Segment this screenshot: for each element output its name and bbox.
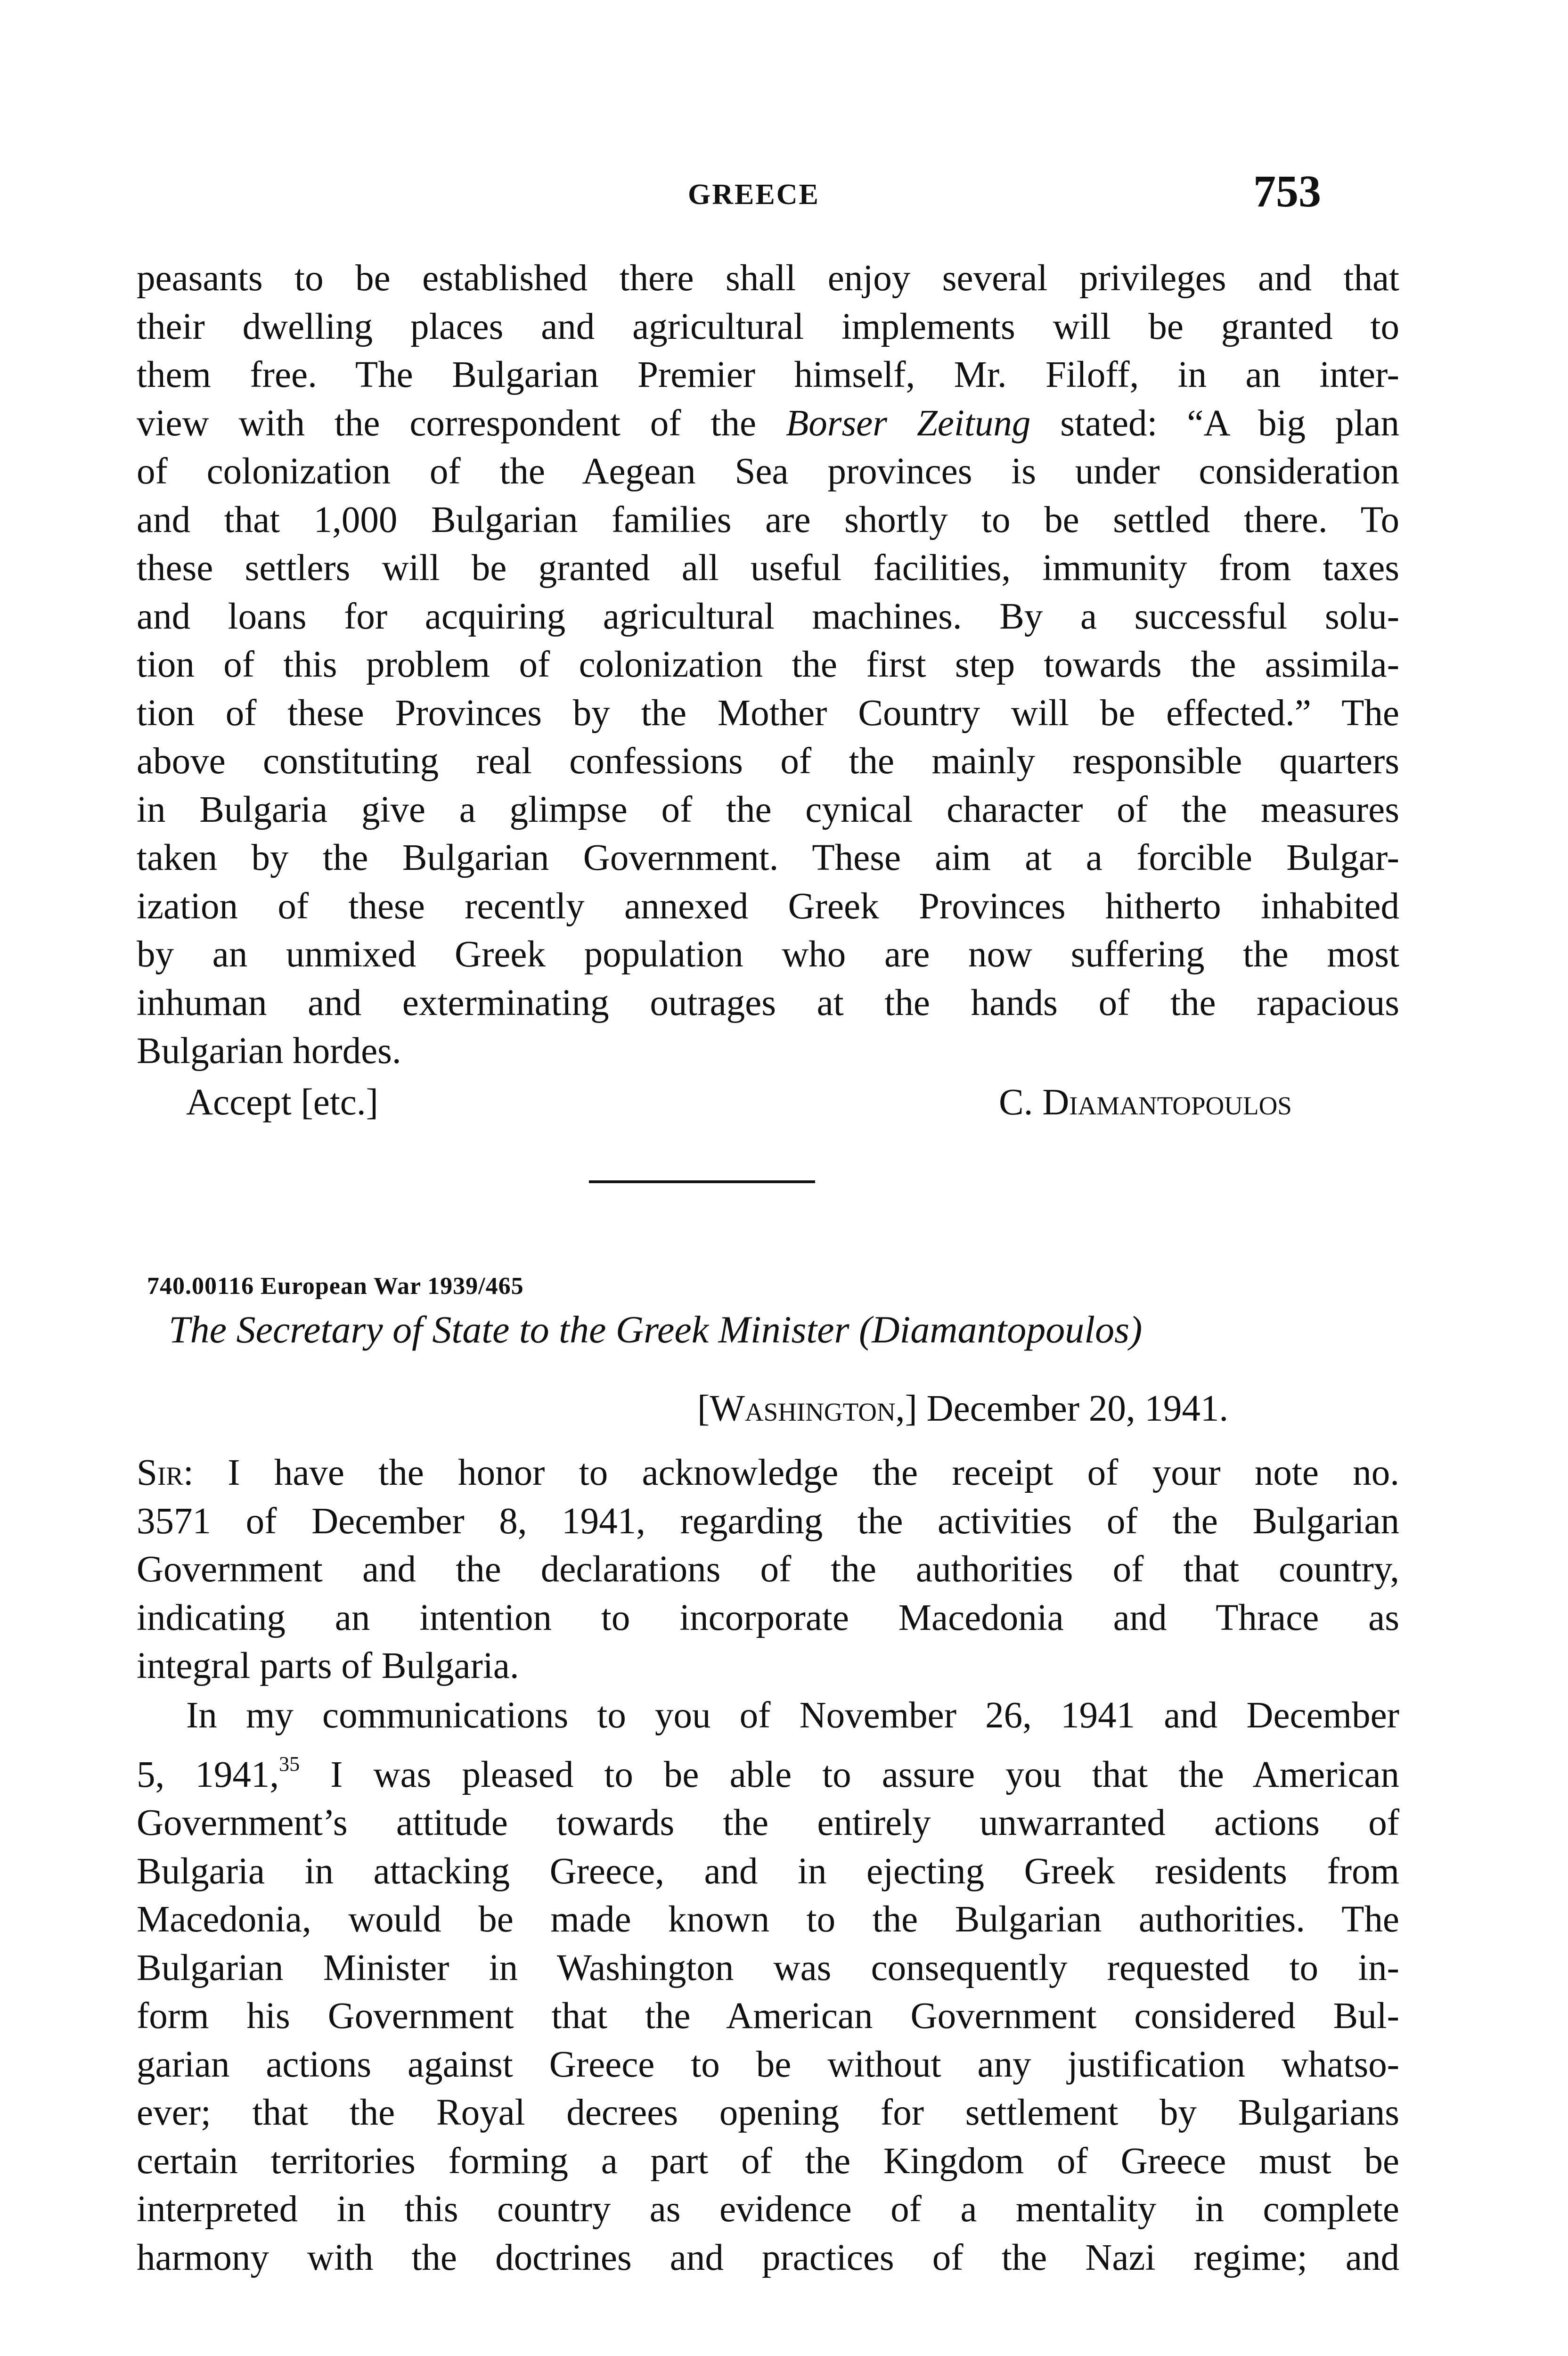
- text-segment: these settlers will be granted all useful facilities, immunity from taxes: [137, 548, 1399, 589]
- text-segment: tion of this problem of colonization the first step towards the assimila-: [137, 644, 1399, 685]
- text-line: harmony with the doctrines and practices of the Nazi regime; and: [137, 2237, 1399, 2278]
- text-line: [137, 1027, 1399, 1076]
- salutation: Sir:: [137, 1452, 194, 1493]
- text-line: Bulgaria in attacking Greece, and in ejecting Greek residents from: [137, 1850, 1399, 1892]
- text-line: Macedonia, would be made known to the Bulgarian authorities. The: [137, 1899, 1399, 1940]
- text-line: ever; that the Royal decrees opening for settlement by Bulgarians: [137, 2092, 1399, 2133]
- text-line: [137, 641, 1399, 689]
- text-segment: above constituting real confessions of the mainly responsible quarters: [137, 741, 1399, 782]
- letter-paragraph-2: [137, 1692, 1399, 2282]
- text-line: [137, 979, 1399, 1028]
- letter-paragraph-1: [137, 1449, 1399, 1691]
- text-line: [137, 593, 1399, 641]
- text-line: [137, 689, 1399, 738]
- text-line: Government and the declarations of the authorities of that country,: [137, 1549, 1399, 1590]
- text-segment: I was pleased to be able to assure you that the American: [300, 1754, 1399, 1795]
- document-heading: [169, 1308, 1384, 1352]
- text-line: [137, 400, 1399, 448]
- text-line: [137, 931, 1399, 979]
- footnote-reference[interactable]: 35: [279, 1752, 300, 1775]
- text-segment: ization of these recently annexed Greek Provinces hitherto inhabited: [137, 885, 1399, 927]
- text-segment: and that 1,000 Bulgarian families are shortly to be settled there. To: [137, 499, 1399, 540]
- text-line: [137, 786, 1399, 834]
- text-segment: tion of these Provinces by the Mother Country will be effected.” The: [137, 692, 1399, 734]
- text-line: [137, 834, 1399, 883]
- italic-title: Borser Zeitung: [785, 402, 1031, 444]
- continuation-paragraph: [137, 254, 1399, 1076]
- running-head: GREECE: [688, 179, 820, 211]
- text-segment: inhuman and exterminating outrages at the hands of the rapacious: [137, 982, 1399, 1023]
- text-line: [137, 351, 1399, 400]
- text-line: interpreted in this country as evidence of a mentality in complete: [137, 2189, 1399, 2230]
- text-segment: and loans for acquiring agricultural machines. By a successful solu-: [137, 596, 1399, 637]
- dateline: [697, 1388, 1228, 1430]
- text-segment: Bulgarian hordes.: [137, 1031, 401, 1072]
- heading-title: The Secretary of State to the Greek Minister: [169, 1308, 849, 1351]
- dateline-date: December 20, 1941.: [926, 1388, 1229, 1429]
- text-line: [137, 883, 1399, 931]
- text-line: certain territories forming a part of the Kingdom of Greece must be: [137, 2140, 1399, 2182]
- text-line: garian actions against Greece to be without any justification whatso-: [137, 2044, 1399, 2085]
- text-line: indicating an intention to incorporate Macedonia and Thrace as: [137, 1597, 1399, 1638]
- section-divider: [589, 1180, 815, 1183]
- paragraph-2-lines: [137, 1799, 1399, 2282]
- text-line: [137, 254, 1399, 303]
- text-line: integral parts of Bulgaria.: [137, 1645, 519, 1686]
- text-line: In my communications to you of November 26, 1941 and December: [186, 1695, 1399, 1736]
- text-line: I have the honor to acknowledge the receipt of your note no.: [228, 1452, 1399, 1493]
- text-line: Government’s attitude towards the entirely unwarranted actions of: [137, 1802, 1399, 1843]
- closing-line: Accept [etc.]: [186, 1082, 378, 1123]
- text-line: [137, 496, 1399, 545]
- text-line: form his Government that the American Government considered Bul-: [137, 1996, 1399, 2037]
- text-segment: taken by the Bulgarian Government. These aim at a forcible Bulgar-: [137, 837, 1399, 878]
- text-segment: by an unmixed Greek population who are now suffering the most: [137, 934, 1399, 975]
- paragraph-2-second-line: [137, 1740, 1399, 1800]
- text-segment: stated: “A big plan: [1030, 402, 1399, 444]
- text-line: [137, 737, 1399, 786]
- text-segment: of colonization of the Aegean Sea provinces is under consideration: [137, 451, 1399, 492]
- text-line: [137, 303, 1399, 352]
- file-number: 740.00116 European War 1939/465: [147, 1273, 524, 1300]
- text-segment: their dwelling places and agricultural implements will be granted to: [137, 306, 1399, 347]
- dateline-place: [Washington,]: [697, 1388, 917, 1429]
- text-segment: peasants to be established there shall enjoy several privileges and that: [137, 258, 1399, 299]
- page-number: 753: [1253, 166, 1321, 216]
- signature: C. Diamantopoulos: [999, 1082, 1292, 1123]
- text-line: [137, 544, 1399, 593]
- heading-recipient: (Diamantopoulos): [859, 1308, 1143, 1351]
- text-segment: 5, 1941,: [137, 1754, 279, 1795]
- text-segment: view with the correspondent of the: [137, 402, 786, 444]
- text-line: Bulgarian Minister in Washington was consequently requested to in-: [137, 1947, 1399, 1988]
- text-segment: them free. The Bulgarian Premier himself, Mr. Filoff, in an inter-: [137, 354, 1399, 395]
- paragraph-1-first-line: [137, 1449, 1399, 1497]
- text-line: [137, 448, 1399, 496]
- text-line: 3571 of December 8, 1941, regarding the activities of the Bulgarian: [137, 1500, 1399, 1542]
- text-segment: in Bulgaria give a glimpse of the cynical character of the measures: [137, 789, 1399, 830]
